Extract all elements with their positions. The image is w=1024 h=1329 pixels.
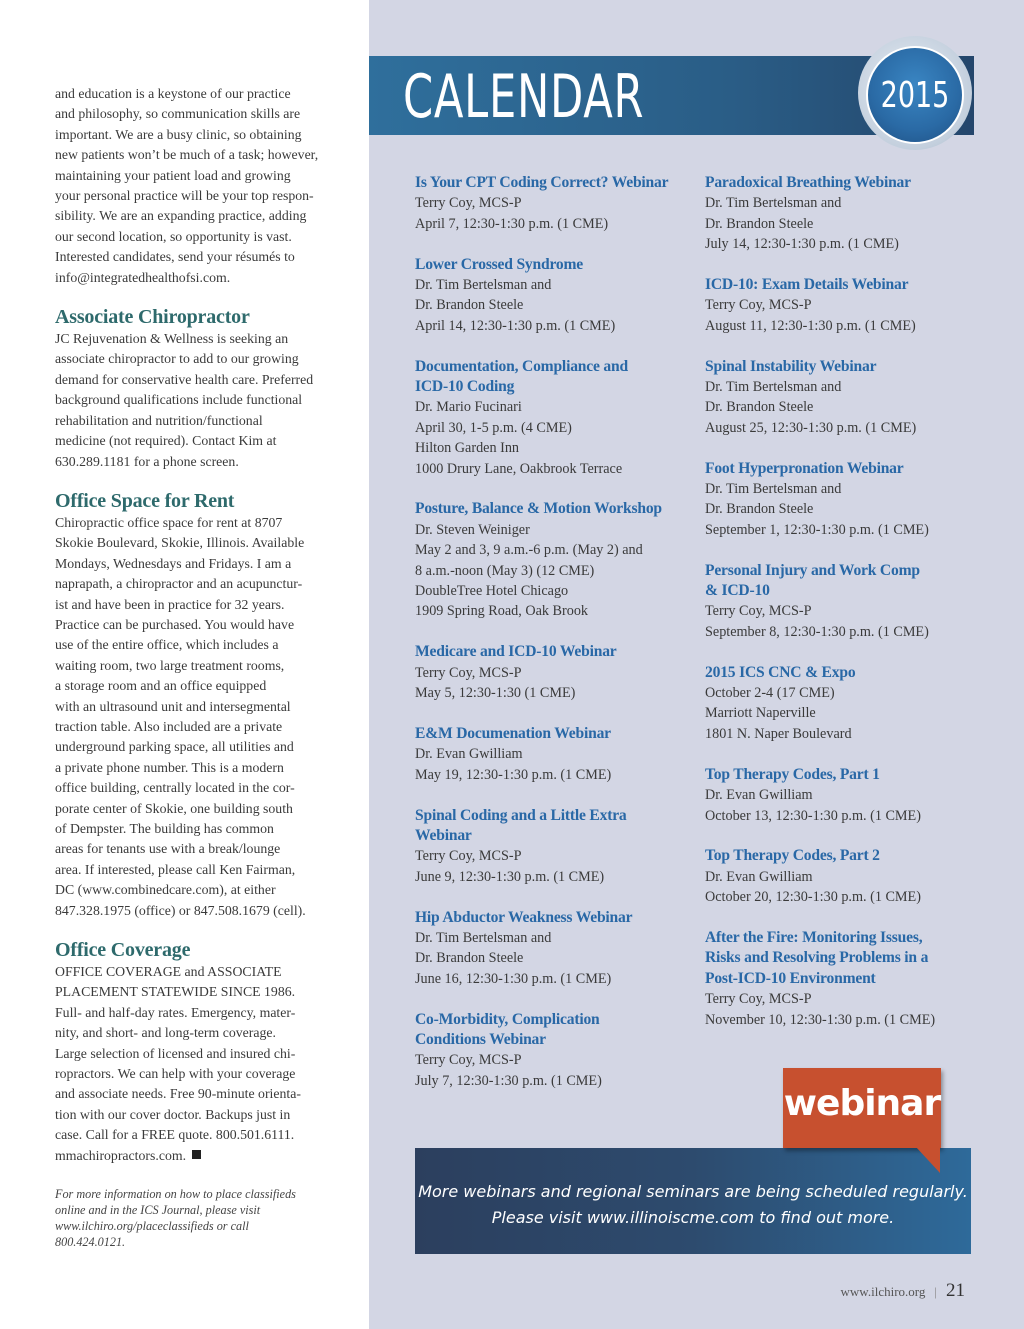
calendar-column-2 <box>705 173 985 1050</box>
event-detail: Dr. Evan Gwilliam <box>415 746 523 763</box>
year-label: 2015 <box>880 75 950 116</box>
event-detail: DoubleTree Hotel Chicago <box>415 583 569 600</box>
event-detail: Dr. Evan Gwilliam <box>705 868 813 885</box>
event-detail: November 10, 12:30-1:30 p.m. (1 CME) <box>705 1011 936 1028</box>
event-item <box>415 357 695 479</box>
event-detail: Terry Coy, MCS-P <box>415 195 522 212</box>
text-line: a private phone number. This is a modern <box>55 759 284 775</box>
event-item <box>705 561 985 643</box>
event-detail: July 7, 12:30-1:30 p.m. (1 CME) <box>415 1072 602 1089</box>
event-detail: October 20, 12:30-1:30 p.m. (1 CME) <box>705 889 921 906</box>
event-title: Paradoxical Breathing Webinar <box>705 174 911 191</box>
end-mark-icon <box>192 1150 201 1159</box>
event-detail: Terry Coy, MCS-P <box>415 848 522 865</box>
text-line: area. If interested, please call Ken Fairman, <box>55 861 296 877</box>
email-text: info@integratedhealthofsi.com. <box>55 269 231 285</box>
event-title: Top Therapy Codes, Part 1 <box>705 765 880 783</box>
text-line: Practice can be purchased. You would have <box>55 616 295 632</box>
event-detail: June 9, 12:30-1:30 p.m. (1 CME) <box>415 868 605 885</box>
webinar-badge <box>783 1068 941 1148</box>
promo-line: Please visit www.illinoiscme.com to find out more. <box>491 1208 895 1227</box>
event-detail: Terry Coy, MCS-P <box>705 603 812 620</box>
event-title: ICD-10: Exam Details Webinar <box>705 276 909 294</box>
event-title: Co-Morbidity, Complication <box>415 1010 600 1028</box>
text-line: of Dempster. The building has common <box>55 821 274 836</box>
text-line: Interested candidates, send your résumés to <box>55 249 295 265</box>
text-line: associate chiropractor to add to our growing <box>55 351 299 367</box>
event-item <box>415 173 695 234</box>
text-line: DC (www.combinedcare.com), at either <box>55 882 276 898</box>
event-detail: Terry Coy, MCS-P <box>415 1052 522 1069</box>
text-line: 847.328.1975 (office) or 847.508.1679 (cell). <box>55 902 306 918</box>
text-line: mmachiropractors.com. <box>55 1147 187 1163</box>
event-detail: May 5, 12:30-1:30 (1 CME) <box>415 685 576 702</box>
event-detail: Dr. Tim Bertelsman and <box>705 195 842 212</box>
promo-box <box>415 1148 971 1254</box>
classified-body-office-space <box>55 513 345 921</box>
text-line: use of the entire office, which includes a <box>55 637 279 653</box>
event-detail: 1000 Drury Lane, Oakbrook Terrace <box>415 460 623 477</box>
event-detail: Dr. Tim Bertelsman and <box>415 277 552 294</box>
event-title: Risks and Resolving Problems in a <box>705 949 929 967</box>
text-line: a storage room and an office equipped <box>55 678 267 694</box>
promo-line: More webinars and regional seminars are being scheduled regularly. <box>418 1182 968 1201</box>
event-detail: Dr. Brandon Steele <box>705 215 814 232</box>
event-title: Personal Injury and Work Comp <box>705 561 920 579</box>
text-line: our second location, so opportunity is vast. <box>55 228 292 244</box>
text-line: 630.289.1181 for a phone screen. <box>55 453 239 469</box>
text-line: For more information on how to place classifieds <box>55 1187 296 1202</box>
event-detail: Dr. Brandon Steele <box>705 501 814 518</box>
event-detail: July 14, 12:30-1:30 p.m. (1 CME) <box>705 236 899 253</box>
text-line: demand for conservative health care. Preferred <box>55 371 314 387</box>
text-line: nity, and short- and long-term coverage. <box>55 1025 276 1041</box>
text-line: medicine (not required). Contact Kim at <box>55 433 277 449</box>
event-detail: Dr. Evan Gwilliam <box>705 787 813 804</box>
event-detail: Terry Coy, MCS-P <box>705 991 812 1008</box>
calendar-title: CALENDAR <box>403 62 645 132</box>
event-title: Is Your CPT Coding Correct? Webinar <box>415 174 669 191</box>
classified-heading-office-space: Office Space for Rent <box>55 489 235 512</box>
classifieds-footnote <box>55 1186 345 1250</box>
text-line: OFFICE COVERAGE and ASSOCIATE <box>55 964 282 980</box>
event-title: Posture, Balance & Motion Workshop <box>415 500 662 518</box>
event-title: Spinal Coding and a Little Extra <box>415 806 627 824</box>
text-line: PLACEMENT STATEWIDE SINCE 1986. <box>55 984 296 1000</box>
event-item <box>415 255 695 337</box>
event-detail: Terry Coy, MCS-P <box>415 664 522 681</box>
text-line: porate center of Skokie, one building south <box>55 800 293 816</box>
text-line: JC Rejuvenation & Wellness is seeking an <box>55 331 289 347</box>
event-item <box>705 173 985 255</box>
event-detail: October 13, 12:30-1:30 p.m. (1 CME) <box>705 807 921 824</box>
text-line: ist and have been in practice for 32 years. <box>55 596 285 612</box>
text-line: background qualifications include functional <box>55 392 303 408</box>
event-title: Top Therapy Codes, Part 2 <box>705 847 880 865</box>
event-item <box>705 357 985 439</box>
event-title: Post-ICD-10 Environment <box>705 969 876 987</box>
text-line: office building, centrally located in the cor- <box>55 780 295 796</box>
text-line: Large selection of licensed and insured chi- <box>55 1045 296 1061</box>
event-item <box>705 846 985 907</box>
event-title: E&M Documenation Webinar <box>415 724 611 742</box>
text-line: naprapath, a chiropractor and an acupunctur- <box>55 576 303 592</box>
event-detail: June 16, 12:30-1:30 p.m. (1 CME) <box>415 970 612 987</box>
speech-bubble-tail-icon <box>916 1147 940 1173</box>
event-detail: Dr. Brandon Steele <box>415 950 524 967</box>
event-detail: April 14, 12:30-1:30 p.m. (1 CME) <box>415 317 616 334</box>
event-item <box>415 806 695 888</box>
event-detail: 8 a.m.-noon (May 3) (12 CME) <box>415 562 595 579</box>
event-detail: Terry Coy, MCS-P <box>705 297 812 314</box>
event-title: Hip Abductor Weakness Webinar <box>415 908 633 926</box>
event-title: Lower Crossed Syndrome <box>415 255 584 273</box>
event-detail: Dr. Tim Bertelsman and <box>415 929 552 946</box>
text-line: Chiropractic office space for rent at 8707 <box>55 514 283 530</box>
event-item <box>705 928 985 1030</box>
page-footer <box>760 1280 965 1302</box>
event-detail: Marriott Naperville <box>705 705 816 722</box>
text-line: important. We are a busy clinic, so obtaining <box>55 126 302 142</box>
text-line: traction table. Also included are a private <box>55 718 283 734</box>
text-line: rehabilitation and nutrition/functional <box>55 412 263 428</box>
event-item <box>415 908 695 990</box>
text-line: Full- and half-day rates. Emergency, mater- <box>55 1004 296 1020</box>
text-line: with an ultrasound unit and intersegmental <box>55 698 291 714</box>
event-item <box>415 1010 695 1092</box>
event-item <box>705 663 985 745</box>
event-detail: August 25, 12:30-1:30 p.m. (1 CME) <box>705 419 917 436</box>
event-detail: September 8, 12:30-1:30 p.m. (1 CME) <box>705 623 929 640</box>
text-line: areas for tenants use with a break/lounge <box>55 841 281 857</box>
text-line: and associate needs. Free 90-minute orienta- <box>55 1086 301 1102</box>
event-title: Foot Hyperpronation Webinar <box>705 459 904 477</box>
event-title: ICD-10 Coding <box>415 378 515 396</box>
text-line: and philosophy, so communication skills are <box>55 106 301 122</box>
event-detail: April 7, 12:30-1:30 p.m. (1 CME) <box>415 215 609 232</box>
text-line: case. Call for a FREE quote. 800.501.6111. <box>55 1127 295 1143</box>
text-line: underground parking space, all utilities and <box>55 739 294 755</box>
text-line: waiting room, two large treatment rooms, <box>55 657 285 673</box>
event-title: After the Fire: Monitoring Issues, <box>705 928 923 946</box>
event-item <box>415 642 695 703</box>
event-title: Documentation, Compliance and <box>415 357 628 375</box>
event-item <box>415 499 695 621</box>
text-line: 800.424.0121. <box>55 1235 126 1250</box>
text-line: tion with our cover doctor. Backups just in <box>55 1106 291 1122</box>
event-detail: April 30, 1-5 p.m. (4 CME) <box>415 419 572 436</box>
event-detail: Dr. Steven Weiniger <box>415 521 530 538</box>
event-detail: Dr. Brandon Steele <box>705 399 814 416</box>
event-detail: Dr. Brandon Steele <box>415 297 524 314</box>
text-line: maintaining your patient load and growing <box>55 167 291 183</box>
event-detail: October 2-4 (17 CME) <box>705 685 835 702</box>
intro-paragraph <box>55 84 345 288</box>
event-title: Medicare and ICD-10 Webinar <box>415 643 617 661</box>
text-line: new patients won’t be much of a task; however, <box>55 147 319 163</box>
event-title: Webinar <box>415 826 472 844</box>
event-detail: May 19, 12:30-1:30 p.m. (1 CME) <box>415 766 612 783</box>
event-title: & ICD-10 <box>705 582 770 600</box>
text-line: and education is a keystone of our practice <box>55 86 291 101</box>
event-detail: 1909 Spring Road, Oak Brook <box>415 603 589 620</box>
text-line: www.ilchiro.org/placeclassifieds or call <box>55 1219 249 1234</box>
event-item <box>415 724 695 785</box>
event-detail: Hilton Garden Inn <box>415 440 520 457</box>
event-detail: Dr. Tim Bertelsman and <box>705 481 842 498</box>
calendar-column-1 <box>415 173 695 1112</box>
footer-divider: | <box>934 1284 937 1299</box>
event-detail: September 1, 12:30-1:30 p.m. (1 CME) <box>705 521 929 538</box>
event-detail: Dr. Mario Fucinari <box>415 399 522 416</box>
page-number: 21 <box>946 1280 965 1301</box>
text-line: Mondays, Wednesdays and Fridays. I am a <box>55 555 292 571</box>
event-detail: 1801 N. Naper Boulevard <box>705 725 852 742</box>
promo-text <box>415 1179 971 1231</box>
text-line: sibility. We are an expanding practice, adding <box>55 208 307 224</box>
text-line: your personal practice will be your top respon- <box>55 188 314 204</box>
classified-body-associate-chiropractor <box>55 329 345 472</box>
webinar-badge-label: webinar <box>783 1083 941 1124</box>
event-item <box>705 459 985 541</box>
event-detail: Dr. Tim Bertelsman and <box>705 379 842 396</box>
text-line: online and in the ICS Journal, please visit <box>55 1203 261 1218</box>
text-line: ropractors. We can help with your coverage <box>55 1066 296 1082</box>
classified-heading-office-coverage: Office Coverage <box>55 939 191 962</box>
classifieds-column <box>55 84 345 1250</box>
classified-body-office-coverage <box>55 962 345 1166</box>
event-detail: May 2 and 3, 9 a.m.-6 p.m. (May 2) and <box>415 542 643 559</box>
event-title: Conditions Webinar <box>415 1030 546 1048</box>
text-line: Skokie Boulevard, Skokie, Illinois. Available <box>55 535 305 551</box>
event-title: 2015 ICS CNC & Expo <box>705 663 856 681</box>
footer-url: www.ilchiro.org <box>840 1284 926 1299</box>
event-item <box>705 765 985 826</box>
event-item <box>705 275 985 336</box>
event-detail: August 11, 12:30-1:30 p.m. (1 CME) <box>705 317 916 334</box>
event-title: Spinal Instability Webinar <box>705 357 877 375</box>
classified-heading-associate-chiropractor: Associate Chiropractor <box>55 306 250 329</box>
